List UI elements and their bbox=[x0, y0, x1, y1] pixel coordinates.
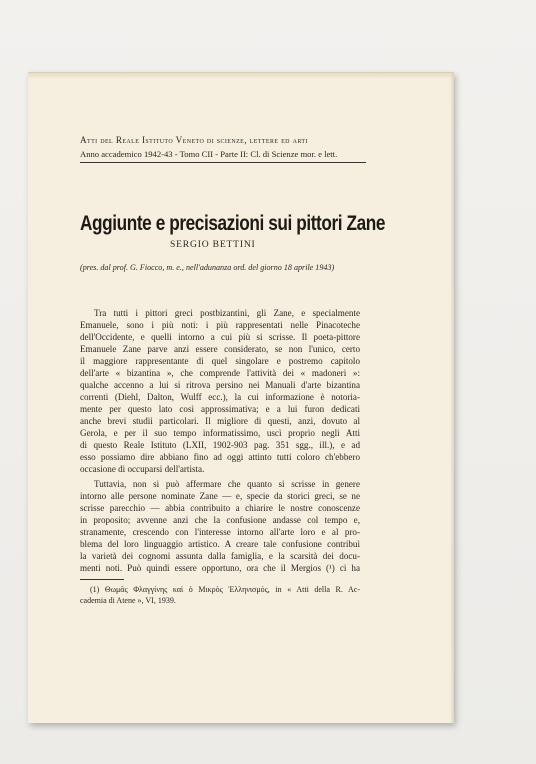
body-line: intorno alle persone nominate Zane — e, specie da storici greci, se ne bbox=[80, 491, 360, 501]
body-line: Gerola, e per il suo tempo informatissimo, uscì proprio negli Atti bbox=[80, 428, 360, 438]
body-line: di questo Reale Istituto (LXII, 1902-903 pag. 351 sgg., ill.), e ad bbox=[80, 440, 360, 450]
body-line: blema del loro linguaggio artistico. A creare tale confusione contribuì bbox=[80, 539, 360, 549]
article-author: SERGIO BETTINI bbox=[170, 239, 256, 250]
body-line: dell'Occidente, e quelli intorno a cui più si scrisse. Il poeta-pittore bbox=[80, 332, 360, 342]
body-line: Emanuele Zane parve anzi essere considerato, se non l'unico, certo bbox=[80, 344, 360, 354]
body-line: scrisse parecchio — abbia contribuito a chiarire le nostre conoscenze bbox=[80, 503, 360, 513]
article-title: Aggiunte e precisazioni sui pittori Zane bbox=[80, 212, 386, 235]
header-rule bbox=[80, 162, 366, 163]
body-line: esso possiamo dire abbiano fino ad oggi attinto tutti coloro ch'ebbero bbox=[80, 452, 360, 462]
body-line: la varietà dei cognomi assunta dalla famiglia, e la scarsità dei docu- bbox=[80, 551, 360, 561]
presentation-note: (pres. dal prof. G. Fiocco, m. e., nell'adunanza ord. del giorno 18 aprile 1943) bbox=[80, 263, 335, 272]
document-page bbox=[28, 72, 454, 723]
footnote-rule bbox=[80, 579, 124, 580]
body-line: stranamente, crescendo con l'interesse intorno all'arte loro e al pro- bbox=[80, 527, 360, 537]
body-line: correnti (Diehl, Dalton, Wulff ecc.), la cui informazione è notoria- bbox=[80, 392, 360, 402]
footnote-line: cademia di Atene », VI, 1939. bbox=[80, 596, 176, 605]
body-line: menti noti. Può quindi essere opportuno, ora che il Mergios (¹) ci ha bbox=[80, 563, 360, 573]
journal-subheader: Anno accademico 1942-43 - Tomo CII - Parte II: Cl. di Scienze mor. e lett. bbox=[80, 149, 338, 159]
body-line: occasione di occuparsi dell'artista. bbox=[80, 464, 205, 474]
body-line: il maggiore rappresentante di quel singolare e postremo capitolo bbox=[80, 356, 360, 366]
body-line: anche brevi studii particolari. Il migliore di questi, anzi, dovuto al bbox=[80, 416, 360, 426]
body-line: in proposito; avvenne anzi che la confusione andasse col tempo e, bbox=[80, 515, 360, 525]
body-line: Tuttavia, non si può affermare che quanto si scrisse in genere bbox=[94, 479, 360, 489]
body-line: Tra tutti i pittori greci postbizantini, gli Zane, e specialmente bbox=[94, 308, 360, 318]
journal-header: Atti del Reale Istituto Veneto di scienze, lettere ed arti bbox=[80, 135, 308, 145]
body-line: qualche accenno a lui si ritrova persino nei Manuali d'arte bizantina bbox=[80, 380, 360, 390]
body-line: dell'arte « bizantina », che comprende l'attività dei « madoneri »: bbox=[80, 368, 360, 378]
body-line: mente per questo lato così approssimativa; e a lui furon dedicati bbox=[80, 404, 360, 414]
body-line: Emanuele, sono i più noti: i più rappresentati nelle Pinacoteche bbox=[80, 320, 360, 330]
footnote-line: (1) Θωμᾶς Φλαγγίνης καὶ ὁ Μικρὸς Ἑλληνισμός, in « Atti della R. Ac- bbox=[90, 585, 360, 594]
